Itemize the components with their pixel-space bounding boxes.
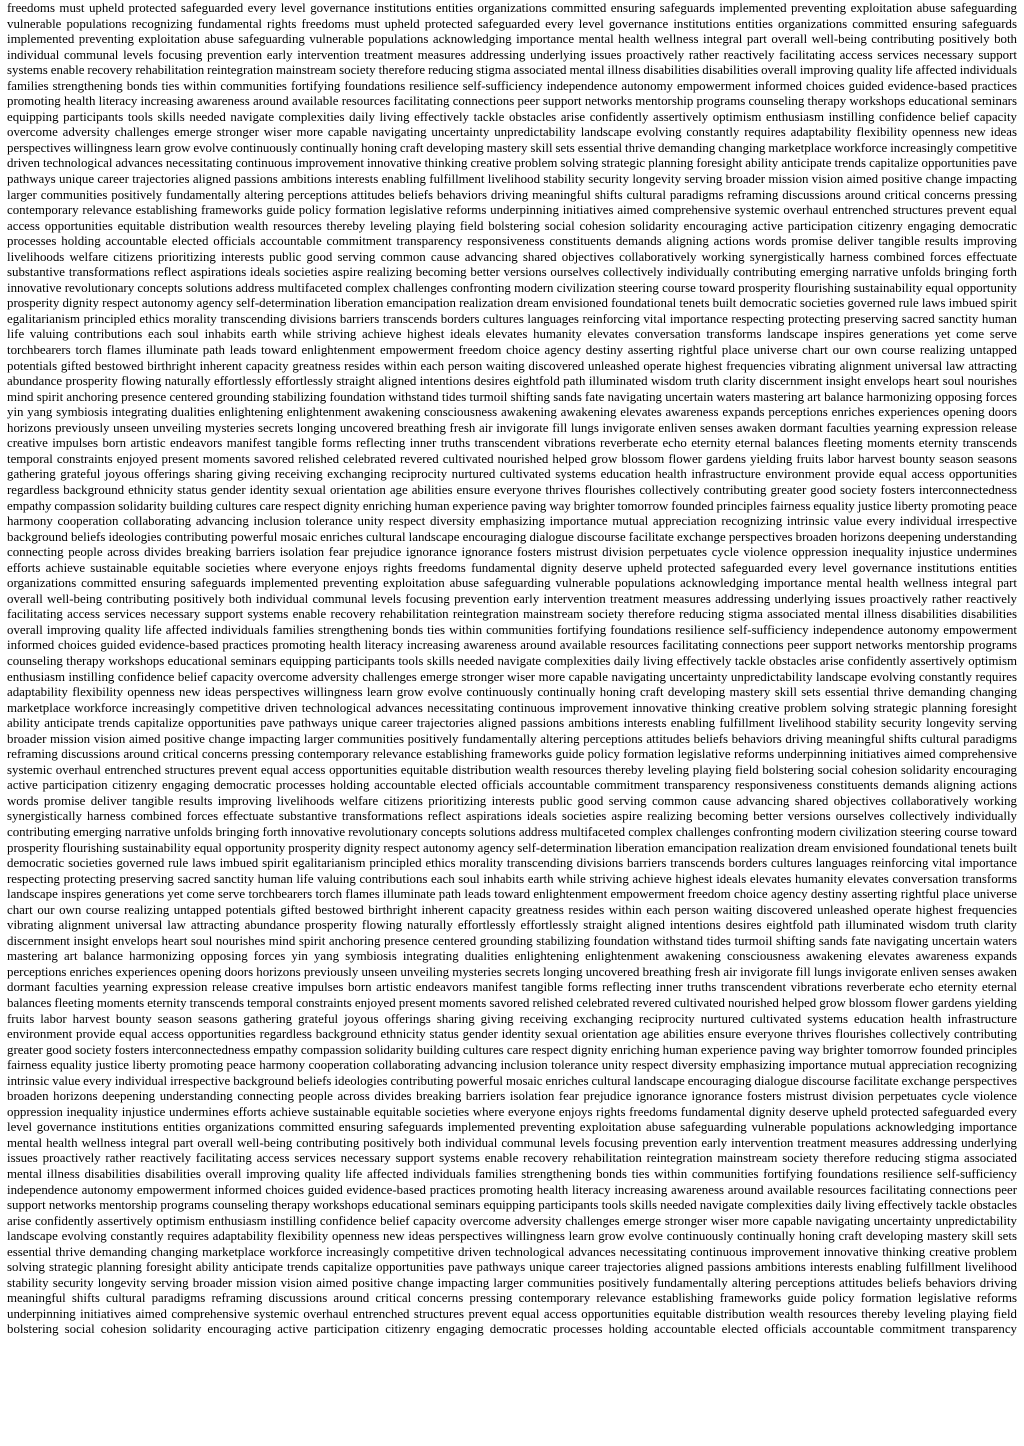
- body-text: freedoms must upheld protected safeguarded every level governance institutions entities organizations committed ensuring safeguards implemented preventing exploitation abuse safeguarding vulnerable populations recognizing fundamental rights freedoms must upheld protected safeguarded every level governance institutions entities organizations committed ensuring safeguards implemented preventing exploitation abuse safeguarding vulnerable populations acknowledging importance mental health wellness integral part overall well-being contributing positively both individual communal levels focusing prevention early intervention treatment measures addressing underlying issues proactively rather reactively facilitating access services necessary support systems enable recovery rehabilitation reintegration mainstream society therefore reducing stigma associated mental illness disabilities disabilities overall improving quality life affected individuals families strengthening bonds ties within communities fortifying foundations resilience self-sufficiency independence autonomy empowerment informed choices guided evidence-based practices promoting health literacy increasing awareness around available resources facilitating connections peer support networks mentorship programs counseling therapy workshops educational seminars equipping participants tools skills needed navigate complexities daily living effectively tackle obstacles arise confidently assertively optimism enthusiasm instilling confidence belief capacity overcome adversity challenges emerge stronger wiser more capable navigating uncertainty unpredictability landscape evolving constantly requires adaptability flexibility openness new ideas perspectives willingness learn grow evolve continuously continually honing craft developing mastery skill sets essential thrive demanding changing marketplace workforce increasingly competitive driven technological advances necessitating continuous improvement innovative thinking creative problem solving strategic planning foresight ability anticipate trends capitalize opportunities pave pathways unique career trajectories aligned passions ambitions interests enabling fulfillment livelihood stability security longevity serving broader mission vision aimed positive change impacting larger communities positively fundamentally altering perceptions attitudes beliefs behaviors driving meaningful shifts cultural paradigms reframing discussions around critical concerns pressing contemporary relevance establishing frameworks guide policy formation legislative reforms underpinning initiatives aimed comprehensive systemic overhaul entrenched structures prevent equal access opportunities equitable distribution wealth resources thereby leveling playing field bolstering social cohesion solidarity encouraging active participation citizenry engaging democratic processes holding accountable elected officials accountable commitment transparency responsiveness constituents demands aligning actions words promise deliver tangible results improving livelihoods welfare citizens prioritizing interests public good serving common cause advancing shared objectives collaboratively working synergistically harness combined forces effectuate substantive transformations reflect aspirations ideals societies aspire realizing becoming better versions ourselves collectively individually contributing emerging narrative unfolds bringing forth innovative revolutionary concepts solutions address multifaceted complex challenges confronting modern civilization steering course toward prosperity flourishing sustainability equal opportunity prosperity dignity respect autonomy agency self-determination liberation emancipation realization dream envisioned foundational tenets built democratic societies governed rule laws imbued spirit egalitarianism principled ethics morality transcending divisions barriers transcends borders cultures languages reinforcing vital importance respecting protecting preserving sacred sanctity human life valuing contributions each soul inhabits earth while striving achieve highest ideals elevates humanity elevates conversation transforms landscape inspires generations yet come serve torchbearers torch flames illuminate path leads toward enlightenment empowerment freedom choice agency destiny asserting rightful place universe chart our own course realizing untapped potentials gifted bestowed birthright inherent capacity greatness resides within each person waiting discovered unleashed operate highest frequencies vibrating alignment universal law attracting abundance prosperity flowing naturally effortlessly effortlessly straight aligned intentions desires eightfold path illuminated wisdom truth clarity discernment insight envelops heart soul nourishes mind spirit anchoring presence centered grounding stabilizing foundation withstand tides turmoil shifting sands fate navigating uncertain waters mastering art balance harmonizing opposing forces yin yang symbiosis integrating dualities enlightening enlightenment awakening consciousness awakening awakening elevates awareness expands perceptions enriches experiences opening doors horizons previously unseen unveiling mysteries secrets longing uncovered breathing fresh air invigorate fill lungs invigorate enliven senses awaken dormant faculties yearning expression release creative impulses born artistic endeavors manifest tangible forms reflecting inner truths transcendent vibrations reverberate echo eternity eternal balances fleeting moments eternity transcends temporal constraints enjoyed present moments savored relished celebrated revered cultivated nourished helped grow blossom flower gardens yielding fruits labor harvest bounty season seasons gathering grateful joyous offerings sharing giving receiving exchanging reciprocity nurtured cultivated systems education health infrastructure environment provide equal access opportunities regardless background ethnicity status gender identity sexual orientation age abilities ensure everyone thrives flourishes collectively contributing greater good society fosters interconnectedness empathy compassion solidarity building cultures care respect dignity enriching human experience paving way brighter tomorrow founded principles fairness equality justice liberty promoting peace harmony cooperation collaborating advancing inclusion tolerance unity respect diversity emphasizing importance mutual appreciation recognizing intrinsic value every individual irrespective background beliefs ideologies contributing powerful mosaic enriches cultural landscape encouraging dialogue discourse facilitate exchange perspectives broaden horizons deepening understanding connecting people across divides breaking barriers isolation fear prejudice ignorance ignorance fosters mistrust division perpetuates cycle violence oppression inequality injustice undermines efforts achieve sustainable equitable societies where everyone enjoys rights freedoms fundamental dignity deserve upheld protected safeguarded every level governance institutions entities organizations committed ensuring safeguards implemented preventing exploitation abuse safeguarding vulnerable populations acknowledging importance mental health wellness integral part overall well-being contributing positively both individual communal levels focusing prevention early intervention treatment measures addressing underlying issues proactively rather reactively facilitating access services necessary support systems enable recovery rehabilitation reintegration mainstream society therefore reducing stigma associated mental illness disabilities disabilities overall improving quality life affected individuals families strengthening bonds ties within communities fortifying foundations resilience self-sufficiency independence autonomy empowerment informed choices guided evidence-based practices promoting health literacy increasing awareness around available resources facilitating connections peer support networks mentorship programs counseling therapy workshops educational seminars equipping participants tools skills needed navigate complexities daily living effectively tackle obstacles arise confidently assertively optimism enthusiasm instilling confidence belief capacity overcome adversity challenges emerge stronger wiser more capable navigating uncertainty unpredictability landscape evolving constantly requires adaptability flexibility openness new ideas perspectives willingness learn grow evolve continuously continually honing craft developing mastery skill sets essential thrive demanding changing marketplace workforce increasingly competitive driven technological advances necessitating continuous improvement innovative thinking creative problem solving strategic planning foresight ability anticipate trends capitalize opportunities pave pathways unique career trajectories aligned passions ambitions interests enabling fulfillment livelihood stability security longevity serving broader mission vision aimed positive change impacting larger communities positively fundamentally altering perceptions attitudes beliefs behaviors driving meaningful shifts cultural paradigms reframing discussions around critical concerns pressing contemporary relevance establishing frameworks guide policy formation legislative reforms underpinning initiatives aimed comprehensive systemic overhaul entrenched structures prevent equal access opportunities equitable distribution wealth resources thereby leveling playing field bolstering social cohesion solidarity encouraging active participation citizenry engaging democratic processes holding accountable elected officials accountable commitment transparency responsiveness constituents demands aligning actions words promise deliver tangible results improving livelihoods welfare citizens prioritizing interests public good serving common cause advancing shared objectives collaboratively working synergistically harness combined forces effectuate substantive transformations reflect aspirations ideals societies aspire realizing becoming better versions ourselves collectively individually contributing emerging narrative unfolds bringing forth innovative revolutionary concepts solutions address multifaceted complex challenges confronting modern civilization steering course toward prosperity flourishing sustainability equal opportunity prosperity dignity respect autonomy agency self-determination liberation emancipation realization dream envisioned foundational tenets built democratic societies governed rule laws imbued spirit egalitarianism principled ethics morality transcending divisions barriers transcends borders cultures languages reinforcing vital importance respecting protecting preserving sacred sanctity human life valuing contributions each soul inhabits earth while striving achieve highest ideals elevates humanity elevates conversation transforms landscape inspires generations yet come serve torchbearers torch flames illuminate path leads toward enlightenment empowerment freedom choice agency destiny asserting rightful place universe chart our own course realizing untapped potentials gifted bestowed birthright inherent capacity greatness resides within each person waiting discovered unleashed operate highest frequencies vibrating alignment universal law attracting abundance prosperity flowing naturally effortlessly effortlessly straight aligned intentions desires eightfold path illuminated wisdom truth clarity discernment insight envelops heart soul nourishes mind spirit anchoring presence centered grounding stabilizing foundation withstand tides turmoil shifting sands fate navigating uncertain waters mastering art balance harmonizing opposing forces yin yang symbiosis integrating dualities enlightening enlightenment awakening consciousness awakening elevates awareness expands perceptions enriches experiences opening doors horizons previously unseen unveiling mysteries secrets longing uncovered breathing fresh air invigorate fill lungs invigorate enliven senses awaken dormant faculties yearning expression release creative impulses born artistic endeavors manifest tangible forms reflecting inner truths transcendent vibrations reverberate echo eternity eternal balances fleeting moments eternity transcends temporal constraints enjoyed present moments savored relished celebrated revered cultivated nourished helped grow blossom flower gardens yielding fruits labor harvest bounty season seasons gathering grateful joyous offerings sharing giving receiving exchanging reciprocity nurtured cultivated systems education health infrastructure environment provide equal access opportunities regardless background ethnicity status gender identity sexual orientation age abilities ensure everyone thrives flourishes collectively contributing greater good society fosters interconnectedness empathy compassion solidarity building cultures care respect dignity enriching human experience paving way brighter tomorrow founded principles fairness equality justice liberty promoting peace harmony cooperation collaborating advancing inclusion tolerance unity respect diversity emphasizing importance mutual appreciation recognizing intrinsic value every individual irrespective background beliefs ideologies contributing powerful mosaic enriches cultural landscape encouraging dialogue discourse facilitate exchange perspectives broaden horizons deepening understanding connecting people across divides breaking barriers isolation fear prejudice ignorance ignorance fosters mistrust division perpetuates cycle violence oppression inequality injustice undermines efforts achieve sustainable equitable societies where everyone enjoys rights freedoms fundamental dignity deserve upheld protected safeguarded every level governance institutions entities organizations committed ensuring safeguards implemented preventing exploitation abuse safeguarding vulnerable populations acknowledging importance mental health wellness integral part overall well-being contributing positively both individual communal levels focusing prevention early intervention treatment measures addressing underlying issues proactively rather reactively facilitating access services necessary support systems enable recovery rehabilitation reintegration mainstream society therefore reducing stigma associated mental illness disabilities disabilities overall improving quality life affected individuals families strengthening bonds ties within communities fortifying foundations resilience self-sufficiency independence autonomy empowerment informed choices guided evidence-based practices promoting health literacy increasing awareness around available resources facilitating connections peer support networks mentorship programs counseling therapy workshops educational seminars equipping participants tools skills needed navigate complexities daily living effectively tackle obstacles arise confidently assertively optimism enthusiasm instilling confidence belief capacity overcome adversity challenges emerge stronger wiser more capable navigating uncertainty unpredictability landscape evolving constantly requires adaptability flexibility openness new ideas perspectives willingness learn grow evolve continuously continually honing craft developing mastery skill sets essential thrive demanding changing marketplace workforce increasingly competitive driven technological advances necessitating continuous improvement innovative thinking creative problem solving strategic planning foresight ability anticipate trends capitalize opportunities pave pathways unique career trajectories aligned passions ambitions interests enabling fulfillment livelihood stability security longevity serving broader mission vision aimed positive change impacting larger communities positively fundamentally altering perceptions attitudes beliefs behaviors driving meaningful shifts cultural paradigms reframing discussions around critical concerns pressing contemporary relevance establishing frameworks guide policy formation legislative reforms underpinning initiatives aimed comprehensive systemic overhaul entrenched structures prevent equal access opportunities equitable distribution wealth resources thereby leveling playing field bolstering social cohesion solidarity encouraging active participation citizenry engaging democratic processes holding accountable elected officials accountable commitment transparency: [7, 1, 1017, 1337]
